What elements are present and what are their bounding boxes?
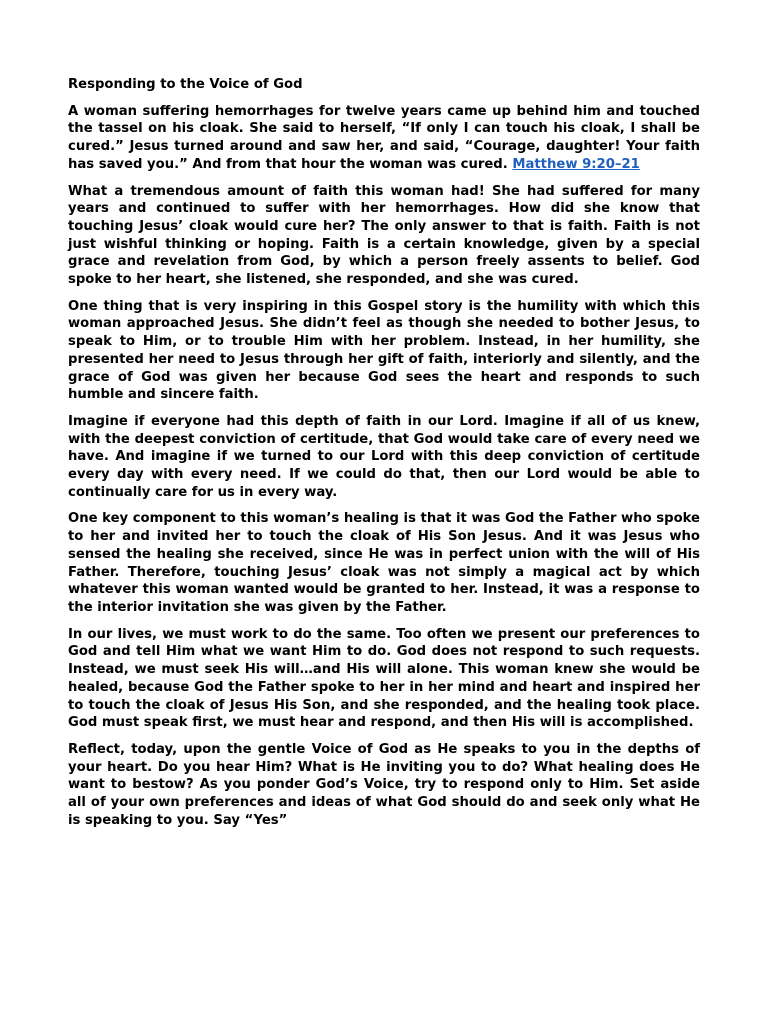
scripture-paragraph xyxy=(68,103,700,174)
body-paragraph-3: Imagine if everyone had this depth of faith in our Lord. Imagine if all of us knew, with the deepest conviction of certitude, that God would take care of every need we have. And imagine if we turned to our Lord with this deep conviction of certitude every day with every need. If we could do that, then our Lord would be able to continually care for us in every way. xyxy=(68,413,700,500)
body-paragraph-4: One key component to this woman’s healing is that it was God the Father who spoke to her and invited her to touch the cloak of His Son Jesus. And it was Jesus who sensed the healing she received, since He was in perfect union with the will of His Father. Therefore, touching Jesus’ cloak was not simply a magical act by which whatever this woman wanted would be granted to her. Instead, it was a response to the interior invitation she was given by the Father. xyxy=(68,511,700,615)
body-paragraph-6: Reflect, today, upon the gentle Voice of God as He speaks to you in the depths of your heart. Do you hear Him? What is He inviting you to do? What healing does He want to bestow? As you ponder God’s Voice, try to respond only to Him. Set aside all of your own preferences and ideas of what God should do and seek only what He is speaking to you. Say “Yes” xyxy=(68,741,700,828)
body-paragraph-2: One thing that is very inspiring in this Gospel story is the humility with which this woman approached Jesus. She didn’t feel as though she needed to bother Jesus, to speak to Him, or to trouble Him with her problem. Instead, in her humility, she presented her need to Jesus through her gift of faith, interiorly and silently, and the grace of God was given her because God sees the heart and responds to such humble and sincere faith. xyxy=(68,298,700,403)
body-paragraph-5: In our lives, we must work to do the same. Too often we present our preferences to God and tell Him what we want Him to do. God does not respond to such requests. Instead, we must seek His will…and His will alone. This woman knew she would be healed, because God the Father spoke to her in her mind and heart and inspired her to touch the cloak of Jesus His Son, and she responded, and the healing took place. God must speak first, we must hear and respond, and then His will is accomplished. xyxy=(68,626,700,731)
scripture-reference-link[interactable]: Matthew 9:20–21 xyxy=(512,156,640,172)
body-paragraph-1: What a tremendous amount of faith this woman had! She had suffered for many years and continued to suffer with her hemorrhages. How did she know that touching Jesus’ cloak would cure her? The only answer to that is faith. Faith is not just wishful thinking or hoping. Faith is a certain knowledge, given by a special grace and revelation from God, by which a person freely assents to belief. God spoke to her heart, she listened, she responded, and she was cured. xyxy=(68,183,700,288)
scripture-text: A woman suffering hemorrhages for twelve years came up behind him and touched the tassel on his cloak. She said to herself, “If only I can touch his cloak, I shall be cured.” Jesus turned around and saw her, and said, “Courage, daughter! Your faith has saved you.” And from that hour the woman was cured. xyxy=(68,103,700,172)
document-title: Responding to the Voice of God xyxy=(68,77,303,92)
